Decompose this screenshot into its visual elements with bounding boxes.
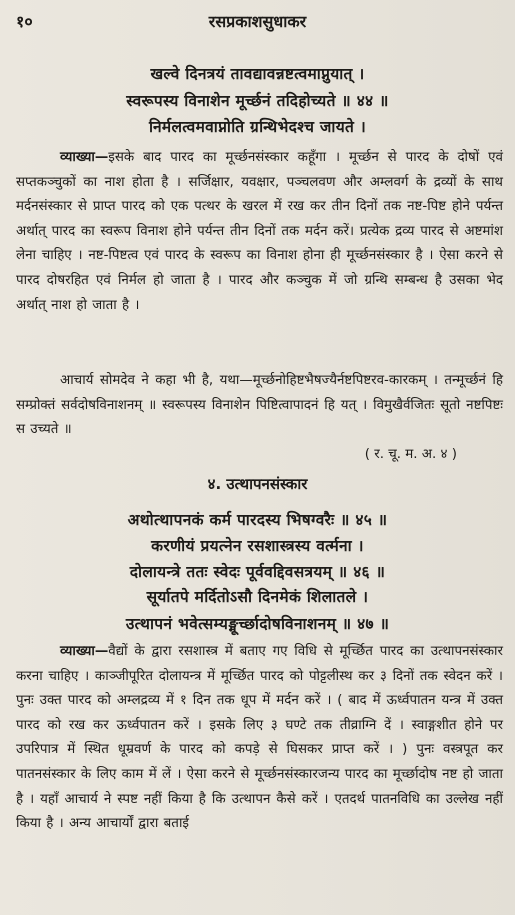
section-heading: ४. उत्थापनसंस्कार <box>207 475 308 493</box>
verse-line: करणीयं प्रयत्नेन रसशास्त्रस्य वर्त्मना । <box>151 537 364 555</box>
commentary-paragraph <box>16 146 503 318</box>
page-number: १० <box>16 12 33 31</box>
running-title: रसप्रकाशसुधाकर <box>208 12 307 31</box>
verse-line: उत्थापनं भवेत्सम्यङ्मूर्च्छादोषविनाशनम् ॥ ४७ ॥ <box>125 615 390 633</box>
commentary-label: व्याख्या— <box>60 644 109 659</box>
page-header <box>16 10 499 34</box>
verse-line: खल्वे दिनत्रयं तावद्यावन्नष्टत्वमाप्नुयात् । <box>150 65 365 83</box>
commentary-paragraph <box>16 640 503 837</box>
commentary-label: व्याख्या— <box>60 150 109 165</box>
verse-line: दोलायन्त्रे ततः स्वेदः पूर्ववद्दिवसत्रयम् ॥ ४६ ॥ <box>129 563 386 581</box>
source-citation: ( र. चू. म. अ. ४ ) <box>364 447 457 462</box>
commentary-text: इसके बाद पारद का मूर्च्छनसंस्कार कहूँगा । मूर्च्छन से पारद के दोषों एवं सप्तकञ्चुकों का नाश होता है । सर्जिक्षार, यवक्षार, पञ्चलवण और अम्लवर्ग के द्रव्यों के साथ मर्दनसंस्कार से प्राप्त पारद को एक पत्थर के खरल में रख कर तीन दिनों तक नष्ट-पिष्ट होने पर्यन्त अर्थात् पारद का स्वरूप विनाश होने पर्यन्त तीन दिनों तक मर्दन करें। प्रत्येक द्रव्य पारद से अष्टमांश लेना चाहिए । नष्ट-पिष्टत्व एवं पारद के स्वरूप का विनाश होना ही मूर्च्छनसंस्कार है । ऐसा करने से पारद दोषरहित एवं निर्मल हो जाता है । पारद और कञ्चुक में जो ग्रन्थि सम्बन्ध है उसका भेद अर्थात् नाश हो जाता है । <box>16 150 503 313</box>
quotation-paragraph <box>16 369 503 443</box>
verse-line: अथोत्थापनकं कर्म पारदस्य भिषग्वरैः ॥ ४५ ॥ <box>127 511 388 529</box>
verse-line: स्वरूपस्य विनाशेन मूर्च्छनं तदिहोच्यते ॥ ४४ ॥ <box>126 92 389 110</box>
commentary-text: वैद्यों के द्वारा रसशास्त्र में बताए गए विधि से मूर्च्छित पारद का उत्थापनसंस्कार करना चाहिए । काञ्जीपूरित दोलायन्त्र में मूर्च्छित पारद को पोट्टलीस्थ कर ३ दिनों तक स्वेदन करें । पुनः उक्त पारद को अम्लद्रव्य में १ दिन तक धूप में मर्दन करें । ( बाद में ऊर्ध्वपातन यन्त्र में उक्त पारद को रख कर ऊर्ध्वपातन करें । इसके लिए ३ घण्टे तक तीव्राग्नि दें । स्वाङ्गशीत होने पर उपरिपात्र में स्थित धूम्रवर्ण के पारद को कपड़े से घिसकर प्राप्त करें । ) पुनः वस्त्रपूत कर पातनसंस्कार के लिए काम में लें । ऐसा करने से मूर्च्छनसंस्कारजन्य पारद का मूर्च्छादोष नष्ट हो जाता है । यहाँ आचार्य ने स्पष्ट नहीं किया है कि उत्थापन कैसे करें । एतदर्थ पातनविधि का उल्लेख नहीं किया है । अन्य आचार्यों द्वारा बताई <box>16 644 503 832</box>
quotation-text: आचार्य सोमदेव ने कहा भी है, यथा—मूर्च्छनोहिष्टभैषज्यैर्नष्टपिष्टरव-कारकम् । तन्मूर्च्छनं हि सम्प्रोक्तं सर्वदोषविनाशनम् ॥ स्वरूपस्य विनाशेन पिष्टित्वापादनं हि यत् । विमुखैर्वजितः सूतो नष्टपिष्टः स उच्यते ॥ <box>16 373 503 438</box>
verse-line: निर्मलत्वमवाप्नोति ग्रन्थिभेदश्च जायते । <box>148 118 367 136</box>
verse-line: सूर्यातपे मर्दितोऽसौ दिनमेकं शिलातले । <box>146 588 369 606</box>
